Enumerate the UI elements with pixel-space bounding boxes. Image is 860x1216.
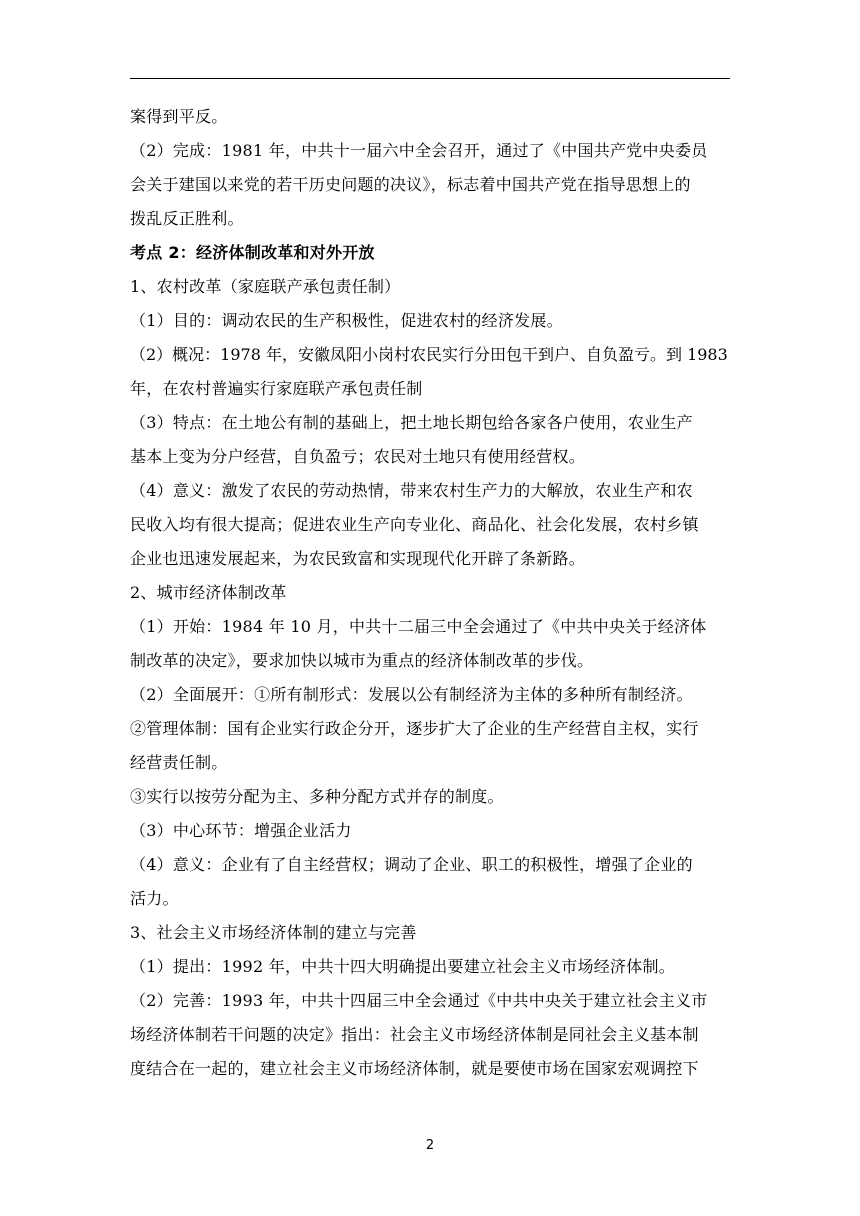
text-line: 年，在农村普遍实行家庭联产承包责任制	[130, 379, 423, 398]
text-line: 经营责任制。	[130, 753, 228, 772]
text-line: （2）完善：1993 年，中共十四届三中全会通过《中共中央关于建立社会主义市	[130, 991, 708, 1010]
text-line: （2）完成：1981 年，中共十一届六中全会召开，通过了《中国共产党中央委员	[130, 141, 708, 160]
section-heading: 考点 2：经济体制改革和对外开放	[130, 243, 375, 262]
document-body	[130, 107, 730, 1093]
text-line: 案得到平反。	[130, 107, 228, 126]
text-line: （2）全面展开：①所有制形式：发展以公有制经济为主体的多种所有制经济。	[130, 685, 693, 704]
text-line: 2、城市经济体制改革	[130, 583, 287, 602]
text-line: （1）目的：调动农民的生产积极性，促进农村的经济发展。	[130, 311, 563, 330]
text-line: ②管理体制：国有企业实行政企分开，逐步扩大了企业的生产经营自主权，实行	[130, 719, 699, 738]
text-line: 1、农村改革（家庭联产承包责任制）	[130, 277, 401, 296]
text-line: 场经济体制若干问题的决定》指出：社会主义市场经济体制是同社会主义基本制	[130, 1025, 699, 1044]
page-number: 2	[425, 1138, 435, 1153]
text-line: （1）开始：1984 年 10 月，中共十二届三中全会通过了《中共中央关于经济体	[130, 617, 707, 636]
text-line: （3）特点：在土地公有制的基础上，把土地长期包给各家各户使用，农业生产	[130, 413, 693, 432]
text-line: （1）提出：1992 年，中共十四大明确提出要建立社会主义市场经济体制。	[130, 957, 675, 976]
text-line: 3、社会主义市场经济体制的建立与完善	[130, 923, 417, 942]
text-line: （2）概况：1978 年，安徽凤阳小岗村农民实行分田包干到户、自负盈亏。到 1983	[130, 345, 728, 364]
text-line: ③实行以按劳分配为主、多种分配方式并存的制度。	[130, 787, 504, 806]
text-line: （4）意义：激发了农民的劳动热情，带来农村生产力的大解放，农业生产和农	[130, 481, 693, 500]
text-line: 会关于建国以来党的若干历史问题的决议》，标志着中国共产党在指导思想上的	[130, 175, 691, 194]
text-line: 基本上变为分户经营，自负盈亏；农民对土地只有使用经营权。	[130, 447, 586, 466]
text-line: 活力。	[130, 889, 179, 908]
text-line: （3）中心环节：增强企业活力	[130, 821, 352, 840]
text-line: 度结合在一起的，建立社会主义市场经济体制，就是要使市场在国家宏观调控下	[130, 1059, 699, 1078]
text-line: 制改革的决定》，要求加快以城市为重点的经济体制改革的步伐。	[130, 651, 594, 670]
text-line: 拨乱反正胜利。	[130, 209, 244, 228]
text-line: （4）意义：企业有了自主经营权；调动了企业、职工的积极性，增强了企业的	[130, 855, 693, 874]
header-rule	[130, 78, 730, 79]
text-line: 民收入均有很大提高；促进农业生产向专业化、商品化、社会化发展，农村乡镇	[130, 515, 699, 534]
text-line: 企业也迅速发展起来，为农民致富和实现现代化开辟了条新路。	[130, 549, 586, 568]
